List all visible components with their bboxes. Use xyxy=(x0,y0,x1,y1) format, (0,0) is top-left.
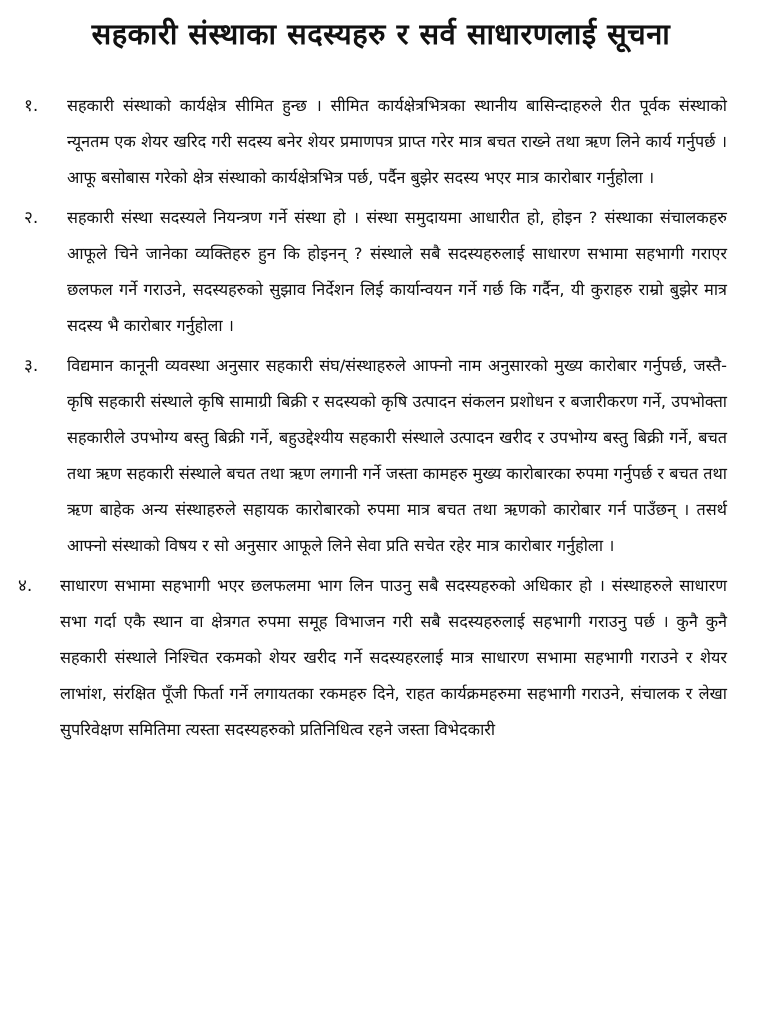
notice-text: विद्यमान कानूनी व्यवस्था अनुसार सहकारी संघ/संस्थाहरुले आफ्नो नाम अनुसारको मुख्य कारोबार गर्नुपर्छ, जस्तै- कृषि सहकारी संस्थाले कृषि सामाग्री बिक्री र सदस्यको कृषि उत्पादन संकलन प्रशोधन र बजारीकरण गर्ने, उपभोक्ता सहकारीले उपभोग्य बस्तु बिक्री गर्ने, बहुउद्देश्यीय सहकारी संस्थाले उत्पादन खरीद र उपभोग्य बस्तु बिक्री गर्ने, बचत तथा ऋण सहकारी संस्थाले बचत तथा ऋण लगानी गर्ने जस्ता कामहरु मुख्य कारोबारका रुपमा गर्नुपर्छ र बचत तथा ऋण बाहेक अन्य संस्थाहरुले सहायक कारोबारको रुपमा मात्र बचत तथा ऋणको कारोबार गर्न पाउँछन् । तसर्थ आफ्नो संस्थाको विषय र सो अनुसार आफूले लिने सेवा प्रति सचेत रहेर मात्र कारोबार गर्नुहोला । xyxy=(67,356,727,555)
notice-list xyxy=(0,88,762,752)
notice-text: साधारण सभामा सहभागी भएर छलफलमा भाग लिन पाउनु सबै सदस्यहरुको अधिकार हो । संस्थाहरुले साधारण सभा गर्दा एकै स्थान वा क्षेत्रगत रुपमा समूह विभाजन गरी सबै सदस्यहरुलाई सहभागी गराउनु पर्छ । कुनै कुनै सहकारी संस्थाले निश्चित रकमको शेयर खरीद गर्ने सदस्यहरलाई मात्र साधारण सभामा सहभागी गराउने र शेयर लाभांश, संरक्षित पूँजी फिर्ता गर्ने लगायतका रकमहरु दिने, राहत कार्यक्रमहरुमा सहभागी गराउने, संचालक र लेखा सुपरिवेक्षण समितिमा त्यस्ता सदस्यहरुको प्रतिनिधित्व रहने जस्ता विभेदकारी xyxy=(60,576,727,739)
notice-item xyxy=(0,568,762,748)
notice-number: ४. xyxy=(18,576,33,596)
notice-text: सहकारी संस्थाको कार्यक्षेत्र सीमित हुन्छ । सीमित कार्यक्षेत्रभित्रका स्थानीय बासिन्दाहरुले रीत पूर्वक संस्थाको न्यूनतम एक शेयर खरिद गरी सदस्य बनेर शेयर प्रमाणपत्र प्राप्त गरेर मात्र बचत राख्ने तथा ऋण लिने कार्य गर्नुपर्छ । आफू बसोबास गरेको क्षेत्र संस्थाको कार्यक्षेत्रभित्र पर्छ, पर्दैन बुझेर सदस्य भएर मात्र कारोबार गर्नुहोला । xyxy=(67,96,727,187)
notice-text: सहकारी संस्था सदस्यले नियन्त्रण गर्ने संस्था हो । संस्था समुदायमा आधारीत हो, होइन ? संस्थाका संचालकहरु आफूले चिने जानेका व्यक्तिहरु हुन कि होइनन् ? संस्थाले सबै सदस्यहरुलाई साधारण सभामा सहभागी गराएर छलफल गर्ने गराउने, सदस्यहरुको सुझाव निर्देशन लिई कार्यान्वयन गर्ने गर्छ कि गर्दैन, यी कुराहरु राम्रो बुझेर मात्र सदस्य भै कारोबार गर्नुहोला । xyxy=(67,208,727,335)
notice-item xyxy=(0,200,762,344)
notice-item xyxy=(0,348,762,564)
page-title: सहकारी संस्थाका सदस्यहरु र सर्व साधारणलाई सूचना xyxy=(91,17,671,51)
notice-number: २. xyxy=(24,208,39,228)
notice-number: १. xyxy=(24,96,39,116)
notice-number: ३. xyxy=(24,356,39,376)
notice-item xyxy=(0,88,762,196)
